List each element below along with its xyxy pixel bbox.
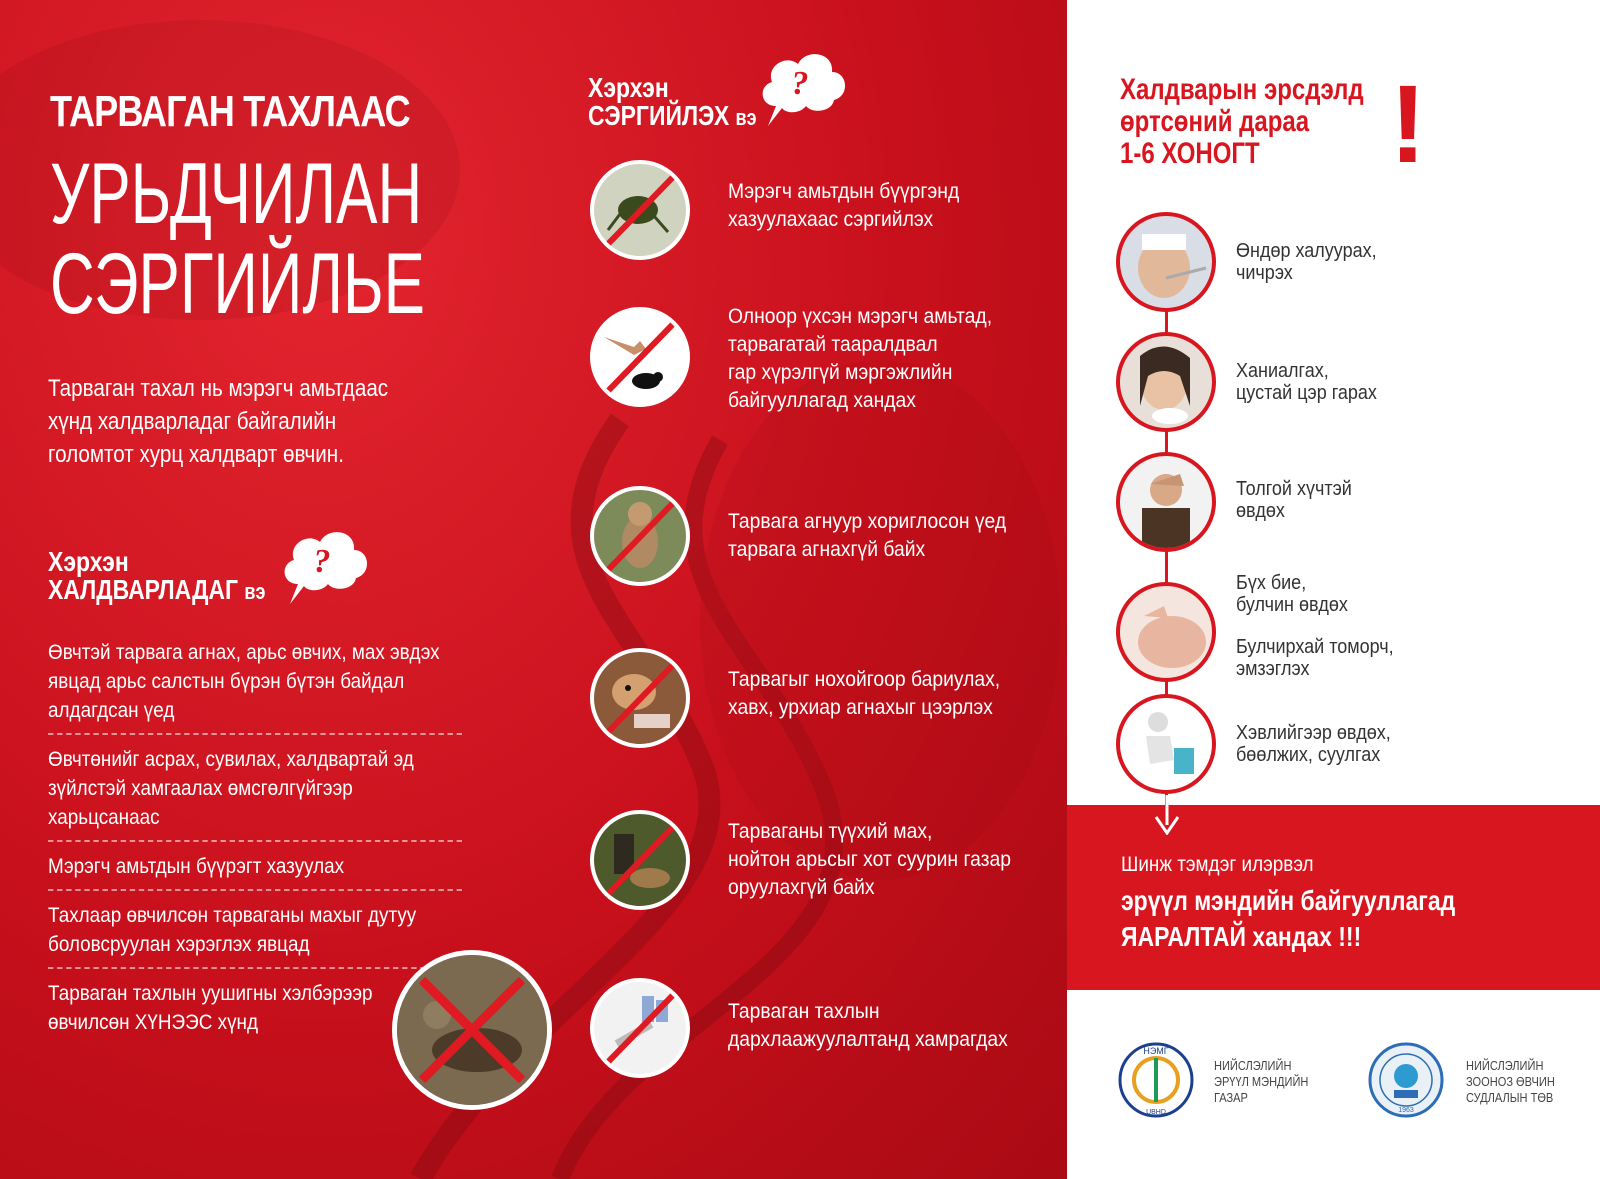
transmission-heading-suffix: вэ [244, 579, 266, 604]
prevention-text [728, 998, 1008, 1054]
org-name [1466, 1058, 1555, 1106]
symptom-text-line: булчин өвдөх [1236, 594, 1348, 616]
prevention-text [728, 303, 992, 415]
marmot-icon [590, 486, 690, 586]
symptom-text [1236, 572, 1348, 616]
org-name-line: НИЙСЛЭЛИЙН [1214, 1058, 1292, 1073]
prevention-text-line: Тарваган тахлын [728, 1000, 880, 1023]
logo-lettering: UBHD [1146, 1109, 1166, 1116]
prevention-text-line: гар хүрэлгүй мэргэжлийн [728, 361, 953, 384]
symptoms-title-line: өртсөний дараа [1120, 105, 1310, 138]
symptom-text-line: Бүх бие, [1236, 572, 1307, 594]
prevention-text-line: Тарвага агнуур хориглосон үед [728, 510, 1007, 533]
dead-marmot-crossed-photo [392, 950, 552, 1110]
symptom-text-line: Ханиалгах, [1236, 360, 1329, 382]
symptom-text-line: Хэвлийгээр өвдөх, [1236, 722, 1391, 744]
org-zoonotic-center [1366, 1040, 1555, 1125]
logo-lettering: 1963 [1398, 1107, 1414, 1114]
transmission-item: Өвчтэй тарвага агнах, арьс өвчих, мах эвдэх явцад арьс салстын бүрэн бүтэн байдал алдагдсан үед [48, 634, 462, 735]
prevention-text-line: оруулахгүй байх [728, 876, 875, 899]
transmission-item: Тахлаар өвчилсөн тарваганы махыг дутуу боловсруулан хэрэглэх явцад [48, 897, 462, 969]
headache-icon [1116, 452, 1216, 552]
transmission-heading-line2 [48, 576, 265, 606]
prevention-text [728, 666, 1000, 722]
callout-line: эрүүл мэндийн байгууллагад [1121, 885, 1456, 916]
question-mark: ? [791, 65, 809, 102]
prevention-text-line: Тарвагыг нохойгоор бариулах, [728, 668, 1001, 691]
org-health-department [1116, 1040, 1309, 1125]
transmission-heading-main: ХАЛДВАРЛАДАГ [48, 574, 239, 605]
symptom-text [1236, 240, 1377, 284]
prevention-text-line: нойтон арьсыг хот суурин газар [728, 848, 1011, 871]
title-line-3: СЭРГИЙЛЬЕ [50, 236, 425, 332]
prevention-text-line: тарвагатай тааралдвал [728, 333, 938, 356]
symptom-text [1236, 636, 1394, 680]
transmission-item: Мэрэгч амьтдын бүүрэгт хазуулах [48, 848, 462, 891]
question-mark: ? [313, 543, 331, 580]
exclamation-mark: ! [1389, 70, 1427, 170]
prevention-item [590, 810, 1050, 920]
exclamation-icon [1388, 70, 1428, 170]
down-arrow-icon [1154, 795, 1180, 835]
symptom-text-line: бөөлжих, суулгах [1236, 744, 1381, 766]
prevention-item [590, 648, 1050, 758]
title-line-1: ТАРВАГАН ТАХЛААС [50, 87, 410, 136]
symptom-text-line: цустай цэр гарах [1236, 382, 1377, 404]
question-cloud-icon [278, 522, 374, 606]
org-name-line: ЗООНОЗ ӨВЧИН [1466, 1074, 1555, 1089]
org-name [1214, 1058, 1308, 1106]
prevention-text-line: хавх, урхиар агнахыг цээрлэх [728, 696, 993, 719]
callout-line: ЯАРАЛТАЙ хандах !!! [1121, 921, 1362, 952]
org-name-line: СУДЛАЛЫН ТӨВ [1466, 1090, 1554, 1105]
symptom-text [1236, 722, 1391, 766]
symptom-text-line: өвдөх [1236, 500, 1285, 522]
transmission-heading-line1: Хэрхэн [48, 546, 129, 577]
health-department-logo [1116, 1040, 1196, 1120]
prevention-text-line: дархлаажуулалтанд хамрагдах [728, 1028, 1008, 1051]
prevention-text-line: хазуулахаас сэргийлэх [728, 208, 934, 231]
transmission-heading [48, 548, 313, 606]
flea-icon [590, 160, 690, 260]
stomach-icon [1116, 694, 1216, 794]
symptoms-title [1120, 74, 1364, 170]
symptom-text-line: Өндөр халуурах, [1236, 240, 1377, 262]
symptom-text-line: Булчирхай томорч, [1236, 636, 1394, 658]
prevention-text [728, 818, 1011, 902]
symptom-text-line: Толгой хүчтэй [1236, 478, 1352, 500]
prevention-heading-main: СЭРГИЙЛЭХ [588, 100, 730, 131]
prevention-text-line: Тарваганы түүхий мах, [728, 820, 933, 843]
symptom-text [1236, 478, 1352, 522]
org-name-line: ГАЗАР [1214, 1090, 1248, 1105]
org-name-line: НИЙСЛЭЛИЙН [1466, 1058, 1544, 1073]
symptom-text-line: чичрэх [1236, 262, 1293, 284]
urgent-callout [1067, 805, 1600, 990]
intro-paragraph: Тарваган тахал нь мэрэгч амьтдаас хүнд халдварладаг байгалийн голомтот хурц халдварт өвчин. [48, 375, 389, 468]
prevention-item [590, 307, 1050, 417]
callout-small-text: Шинж тэмдэг илэрвэл [1121, 853, 1314, 876]
zoonotic-center-logo [1366, 1040, 1446, 1120]
transmission-item: Өвчтөнийг асрах, сувилах, халдвартай эд зүйлстэй хамгаалах өмсгөлгүйгээр харьцсанаас [48, 741, 462, 842]
org-name-line: ЭРҮҮЛ МЭНДИЙН [1214, 1074, 1309, 1089]
fever-icon [1116, 212, 1216, 312]
prevention-heading-suffix: вэ [735, 105, 757, 130]
prevention-text [728, 178, 959, 234]
transmission-item: Тарваган тахлын уушигны хэлбэрээр өвчилсөн ХҮНЭЭС хүнд [48, 982, 373, 1034]
raw-meat-icon [590, 810, 690, 910]
callout-big-text [1121, 883, 1455, 955]
symptom-text [1236, 360, 1377, 404]
prevention-text-line: байгууллагад хандах [728, 389, 916, 412]
symptom-text-line: эмзэглэх [1236, 658, 1310, 680]
prevention-heading-line1: Хэрхэн [588, 72, 669, 103]
hand-rodent-icon [590, 307, 690, 407]
prevention-item [590, 160, 1050, 270]
body-pain-icon [1116, 582, 1216, 682]
cough-icon [1116, 332, 1216, 432]
logo-lettering: НЭМГ [1143, 1046, 1169, 1056]
prevention-item [590, 486, 1050, 596]
crossed-out-icon [397, 955, 547, 1105]
title-line-2: УРЬДЧИЛАН [50, 146, 423, 242]
prevention-text-line: Олноор үхсэн мэрэгч амьтад, [728, 305, 993, 328]
question-cloud-icon [756, 44, 852, 128]
symptoms-title-line: Халдварын эрсдэлд [1120, 73, 1364, 106]
prevention-item [590, 978, 1050, 1088]
prevention-heading-line2 [588, 102, 757, 132]
prevention-text-line: тарвага агнахгүй байх [728, 538, 926, 561]
vaccine-icon [590, 978, 690, 1078]
prevention-text [728, 508, 1006, 564]
prevention-text-line: Мэрэгч амьтдын бүүргэнд [728, 180, 960, 203]
symptoms-title-line: 1-6 ХОНОГТ [1120, 137, 1260, 170]
dog-icon [590, 648, 690, 748]
